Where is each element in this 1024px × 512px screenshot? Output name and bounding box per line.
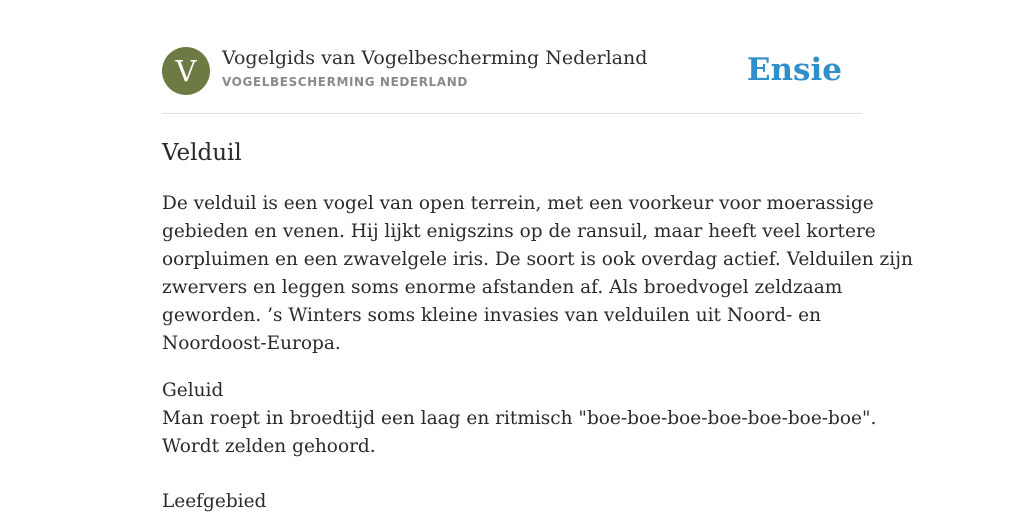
article-intro [162, 190, 913, 358]
article-title: Velduil [162, 140, 242, 166]
intro-line: De velduil is een vogel van open terrein, met een voorkeur voor moerassige [162, 193, 874, 214]
intro-line: zwervers en leggen soms enorme afstanden af. Als broedvogel zeldzaam [162, 277, 843, 298]
range-heading: Leefgebied [162, 491, 267, 512]
range-section [162, 488, 862, 512]
source-publisher[interactable]: VOGELBESCHERMING NEDERLAND [222, 75, 468, 89]
source-header [162, 46, 862, 96]
source-avatar[interactable]: V [162, 47, 210, 95]
sound-section [162, 377, 877, 461]
intro-line: Noordoost-Europa. [162, 333, 341, 354]
sound-line: Wordt zelden gehoord. [162, 436, 376, 457]
header-divider [162, 113, 862, 114]
intro-line: geworden. ’s Winters soms kleine invasies van velduilen uit Noord- en [162, 305, 821, 326]
sound-line: Man roept in broedtijd een laag en ritmisch "boe-boe-boe-boe-boe-boe-boe". [162, 408, 877, 429]
source-title[interactable]: Vogelgids van Vogelbescherming Nederland [222, 47, 648, 69]
ensie-logo[interactable]: Ensie [746, 52, 842, 88]
intro-line: oorpluimen en een zwavelgele iris. De soort is ook overdag actief. Velduilen zijn [162, 249, 913, 270]
intro-line: gebieden en venen. Hij lijkt enigszins op de ransuil, maar heeft veel kortere [162, 221, 876, 242]
sound-heading: Geluid [162, 380, 224, 401]
